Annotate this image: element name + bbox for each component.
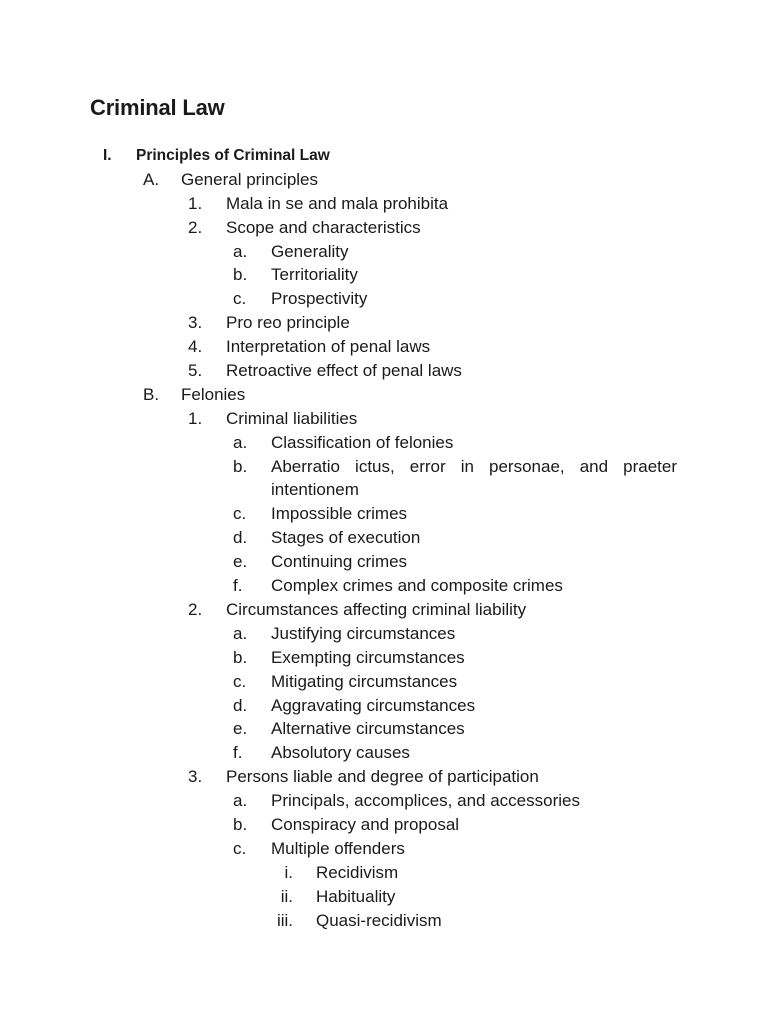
- outline-text: Quasi-recidivism: [316, 910, 442, 930]
- outline-marker: a.: [233, 791, 248, 811]
- outline-marker: f.: [233, 743, 243, 763]
- outline-item-habituality: [0, 885, 768, 909]
- outline-text: Generality: [271, 241, 349, 261]
- outline-text: Conspiracy and proposal: [271, 814, 460, 834]
- outline-text: Absolutory causes: [271, 743, 410, 763]
- outline-marker: B.: [143, 384, 160, 404]
- outline-item-recidivism: [0, 861, 768, 885]
- outline-marker: i.: [284, 862, 293, 882]
- outline-item-alternative-circumstances: [0, 717, 768, 741]
- outline-item-impossible-crimes: [0, 502, 768, 526]
- outline-marker: ii.: [280, 886, 293, 906]
- outline-item-aggravating-circumstances: [0, 694, 768, 718]
- outline-text: Complex crimes and composite crimes: [271, 576, 563, 596]
- outline-item-complex-crimes: [0, 574, 768, 598]
- outline-marker: c.: [233, 838, 247, 858]
- outline-item-persons-liable: [0, 765, 768, 789]
- outline-marker: I.: [103, 147, 112, 164]
- outline-marker: f.: [233, 576, 243, 596]
- outline-item-felonies: [0, 383, 768, 407]
- outline-text: Exempting circumstances: [271, 647, 465, 667]
- outline-item-continuing-crimes: [0, 550, 768, 574]
- outline-item-multiple-offenders: [0, 837, 768, 861]
- outline-marker: a.: [233, 241, 248, 261]
- outline-text: Retroactive effect of penal laws: [226, 361, 462, 381]
- outline-item-justifying-circumstances: [0, 622, 768, 646]
- outline-text: Classification of felonies: [271, 432, 454, 452]
- outline-marker: A.: [143, 169, 160, 189]
- outline-item-territoriality: [0, 263, 768, 287]
- outline-item-stages-of-execution: [0, 526, 768, 550]
- outline-item-scope-and-characteristics: [0, 216, 768, 240]
- outline-marker: 2.: [188, 599, 203, 619]
- outline-marker: 4.: [188, 337, 203, 357]
- outline-item-circumstances-affecting-liability: [0, 598, 768, 622]
- outline-marker: d.: [233, 528, 248, 548]
- outline-text: Criminal liabilities: [226, 408, 358, 428]
- outline-text: Pro reo principle: [226, 313, 350, 333]
- outline-text: Impossible crimes: [271, 504, 408, 524]
- outline-item-general-principles: [0, 168, 768, 192]
- outline-text: Scope and characteristics: [226, 217, 421, 237]
- outline-marker: b.: [233, 456, 248, 476]
- outline-item-mala-in-se: [0, 192, 768, 216]
- outline-text: Aberratio ictus, error in personae, and praeter intentionem: [271, 456, 677, 500]
- outline-item-mitigating-circumstances: [0, 670, 768, 694]
- outline-marker: a.: [233, 432, 248, 452]
- outline-item-absolutory-causes: [0, 741, 768, 765]
- outline-item-exempting-circumstances: [0, 646, 768, 670]
- outline-text: Justifying circumstances: [271, 623, 456, 643]
- outline-marker: d.: [233, 695, 248, 715]
- outline-marker: b.: [233, 647, 248, 667]
- outline-marker: 2.: [188, 217, 203, 237]
- outline-text: Multiple offenders: [271, 838, 405, 858]
- outline-text: Alternative circumstances: [271, 719, 465, 739]
- outline-item-principals-accomplices: [0, 789, 768, 813]
- outline-item-prospectivity: [0, 287, 768, 311]
- outline-text: Persons liable and degree of participation: [226, 767, 539, 787]
- outline-text: Principles of Criminal Law: [136, 147, 330, 164]
- outline-item-quasi-recidivism: [0, 909, 768, 933]
- outline-list: [0, 144, 768, 932]
- outline-text: Continuing crimes: [271, 552, 408, 572]
- outline-text: Mitigating circumstances: [271, 671, 458, 691]
- outline-text: Territoriality: [271, 265, 358, 285]
- outline-item-principles-of-criminal-law: [0, 144, 768, 168]
- outline-item-generality: [0, 240, 768, 264]
- outline-text: Stages of execution: [271, 528, 421, 548]
- outline-text: Aggravating circumstances: [271, 695, 476, 715]
- outline-text: Felonies: [181, 384, 246, 404]
- outline-marker: 3.: [188, 767, 203, 787]
- outline-text: Principals, accomplices, and accessories: [271, 791, 580, 811]
- outline-item-conspiracy-and-proposal: [0, 813, 768, 837]
- outline-text: General principles: [181, 169, 319, 189]
- outline-item-retroactive-effect: [0, 359, 768, 383]
- outline-text: Recidivism: [316, 862, 399, 882]
- outline-marker: c.: [233, 504, 247, 524]
- outline-item-interpretation-of-penal-laws: [0, 335, 768, 359]
- outline-text: Interpretation of penal laws: [226, 337, 431, 357]
- outline-marker: iii.: [276, 910, 293, 930]
- outline-marker: b.: [233, 814, 248, 834]
- outline-marker: a.: [233, 623, 248, 643]
- outline-text: Habituality: [316, 886, 396, 906]
- outline-marker: c.: [233, 289, 247, 309]
- outline-marker: b.: [233, 265, 248, 285]
- outline-marker: 3.: [188, 313, 203, 333]
- outline-marker: e.: [233, 719, 248, 739]
- outline-text: Prospectivity: [271, 289, 368, 309]
- outline-marker: 1.: [188, 193, 203, 213]
- outline-item-criminal-liabilities: [0, 407, 768, 431]
- outline-text: Mala in se and mala prohibita: [226, 193, 449, 213]
- outline-marker: c.: [233, 671, 247, 691]
- outline-marker: 1.: [188, 408, 203, 428]
- outline-marker: e.: [233, 552, 248, 572]
- outline-item-pro-reo-principle: [0, 311, 768, 335]
- outline-marker: 5.: [188, 361, 203, 381]
- outline-text: Circumstances affecting criminal liability: [226, 599, 527, 619]
- page-title: Criminal Law: [90, 95, 225, 120]
- outline-item-classification-of-felonies: [0, 431, 768, 455]
- outline-item-aberratio-ictus: [0, 455, 768, 503]
